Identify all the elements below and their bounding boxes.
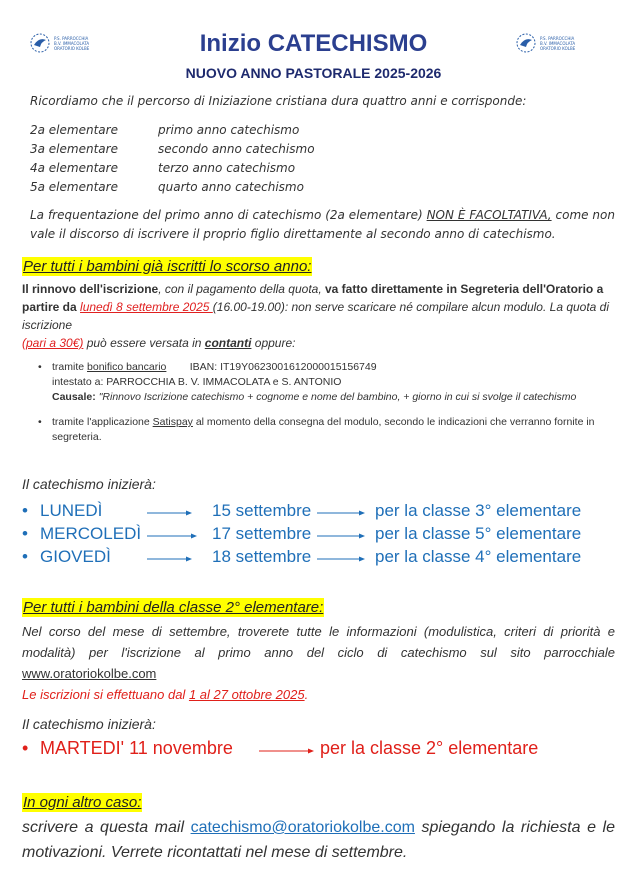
grade-label: 3a elementare [30, 142, 118, 156]
arrow-right-icon [259, 748, 314, 754]
email-link[interactable]: catechismo@oratoriokolbe.com [190, 819, 415, 836]
schedule-date: 18 settembre [212, 547, 312, 566]
schedule-day: GIOVEDÌ [40, 547, 111, 566]
schedule-row: • GIOVEDÌ 18 settembre per la classe 4° elementare [22, 547, 582, 566]
contact-paragraph: scrivere a questa mail catechismo@oratoriokolbe.com spiegando la richiesta e le motivazioni. Verrete ricontattati nel mese di settembre. [22, 819, 616, 861]
payment-bank-transfer: • tramite bonifico bancario IBAN: IT19Y0623001612000015156749 intestato a: PARROCCHIA B. V. IMMACOLATA e S. ANTONIO Causale: "Rinnovo Iscrizione catechismo + cognome e nome del bambino, + giorno in cui si svolge il catechismo [38, 360, 616, 405]
schedule-row: • LUNEDÌ 15 settembre per la classe 3° elementare [22, 501, 582, 520]
website-link[interactable]: www.oratoriokolbe.com [22, 666, 157, 681]
schedule-class: per la classe 4° elementare [375, 547, 582, 566]
grade-row [30, 123, 430, 142]
arrow-right-icon [147, 510, 192, 516]
grade-year: terzo anno catechismo [158, 161, 296, 175]
second-grade-paragraph: Nel corso del mese di settembre, troverete tutte le informazioni (modulistica, criteri di priorità e modalità) per l'iscrizione al primo anno del ciclo di catechismo sul sito parrocchiale www.oratoriokolbe.com Le iscrizioni si effettuano dal 1 al 27 ottobre 2025. [22, 624, 615, 702]
grade-row [30, 180, 430, 199]
grade-row [30, 142, 430, 161]
arrow-right-icon [317, 510, 365, 516]
section-heading-other: In ogni altro caso: [23, 794, 142, 811]
not-optional-emphasis: NON È FACOLTATIVA, [426, 208, 552, 222]
arrow-right-icon [317, 556, 365, 562]
start-label: Il catechismo inizierà: [22, 476, 156, 492]
schedule-list [22, 501, 622, 570]
schedule-row: • MARTEDI' 11 novembre per la classe 2° elementare [22, 738, 539, 758]
grade-year: secondo anno catechismo [158, 142, 315, 156]
page-subtitle: NUOVO ANNO PASTORALE 2025-2026 [185, 65, 442, 81]
schedule-row: • MERCOLEDÌ 17 settembre per la classe 5° elementare [22, 524, 582, 543]
section-heading-second-grade: Per tutti i bambini della classe 2° elementare: [23, 599, 324, 616]
page-title: Inizio CATECHISMO [199, 30, 428, 57]
logo-text: P.S. PARROCCHIA B.V. IMMACOLATA ORATORIO KOLBE [54, 35, 90, 51]
schedule-day: MARTEDI' 11 novembre [40, 738, 233, 758]
arrow-right-icon [147, 533, 197, 539]
payment-options [38, 360, 616, 455]
intro-text: Ricordiamo che il percorso di Iniziazione cristiana dura quattro anni e corrisponde: [30, 94, 527, 108]
renewal-paragraph: Il rinnovo dell'iscrizione, con il pagamento della quota, va fatto direttamente in Segreteria dell'Oratorio a partire da lunedì 8 settembre 2025 (16.00-19.00): non serve scaricare né compilare alcun modulo. La quota di iscrizione (pari a 30€) può essere versata in contanti oppure: [22, 282, 610, 350]
payment-satispay: • tramite l'applicazione Satispay al momento della consegna del modulo, secondo le indicazioni che verranno fornite in segreteria. [38, 415, 616, 445]
grades-list [30, 123, 430, 199]
grade-label: 4a elementare [30, 161, 118, 175]
grade-year: quarto anno catechismo [158, 180, 304, 194]
start-label: Il catechismo inizierà: [22, 716, 156, 732]
arrow-right-icon [317, 533, 365, 539]
schedule-date: 17 settembre [212, 524, 312, 543]
schedule-list [22, 738, 622, 763]
arrow-right-icon [147, 556, 192, 562]
section-heading-enrolled: Per tutti i bambini già iscritti lo scorso anno: [23, 258, 312, 275]
grade-label: 5a elementare [30, 180, 118, 194]
grade-row [30, 161, 430, 180]
schedule-date: 15 settembre [212, 501, 312, 520]
grade-year: primo anno catechismo [158, 123, 300, 137]
schedule-day: LUNEDÌ [40, 501, 103, 520]
attendance-note: La frequentazione del primo anno di catechismo (2a elementare) NON È FACOLTATIVA, come non vale il discorso di iscrivere il proprio figlio direttamente al secondo anno di catechismo. [30, 208, 615, 241]
grade-label: 2a elementare [30, 123, 118, 137]
schedule-day: MERCOLEDÌ [40, 524, 142, 543]
schedule-class: per la classe 2° elementare [320, 738, 539, 758]
enrollment-dates: 1 al 27 ottobre 2025 [188, 687, 305, 702]
schedule-class: per la classe 3° elementare [375, 501, 582, 520]
renewal-start-date: lunedì 8 settembre 2025 [80, 300, 213, 314]
fee-amount: (pari a 30€) [22, 336, 84, 350]
schedule-class: per la classe 5° elementare [375, 524, 582, 543]
logo-text: P.S. PARROCCHIA B.V. IMMACOLATA ORATORIO KOLBE [540, 35, 576, 51]
